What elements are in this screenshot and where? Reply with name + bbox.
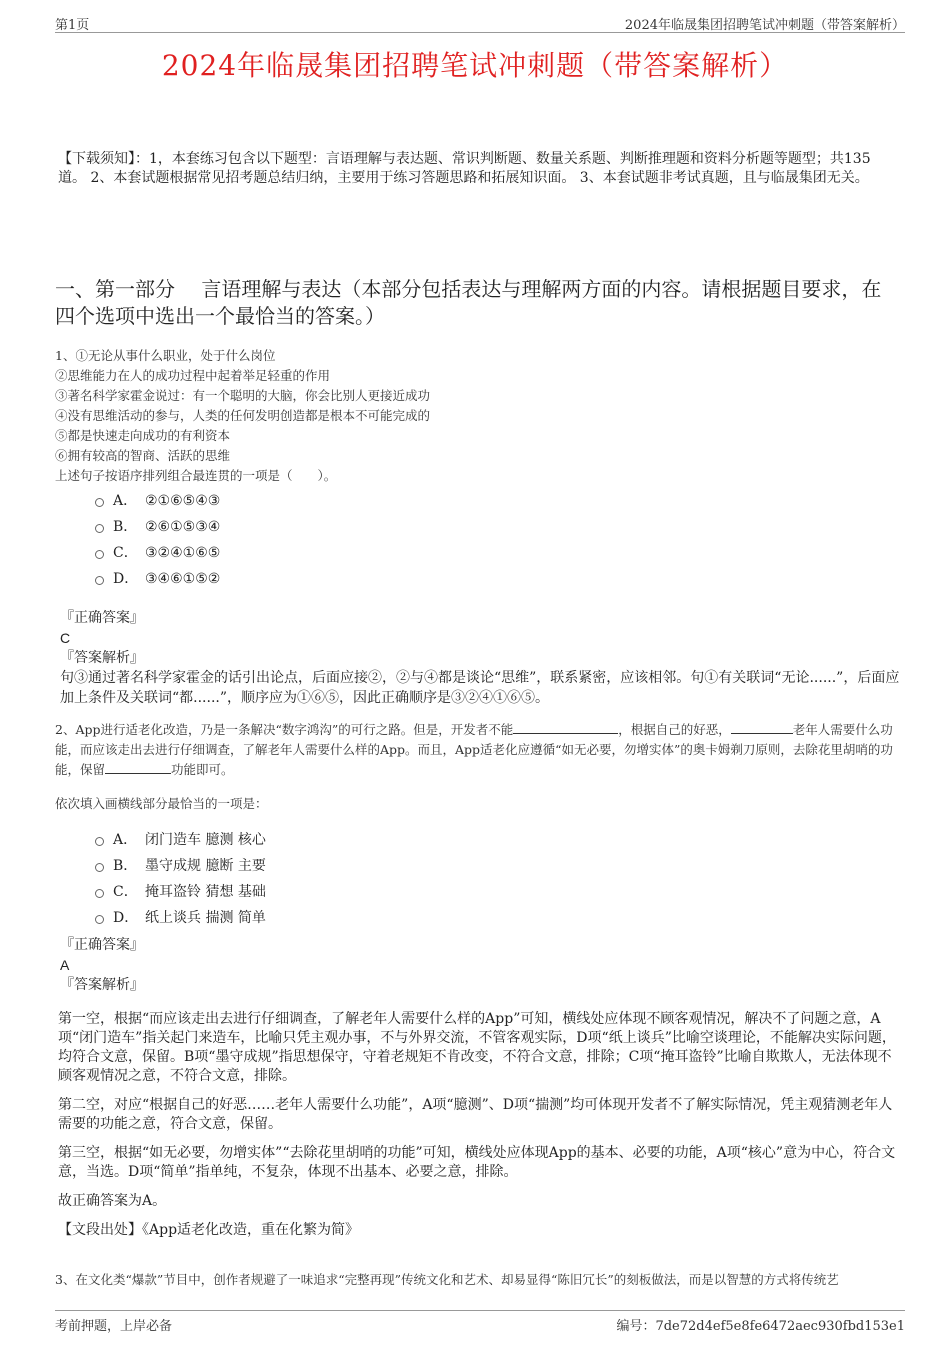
q1-line: 上述句子按语序排列组合最连贯的一项是（ ）。 [55,468,337,483]
radio-icon[interactable] [95,863,104,872]
question-1-stem [55,346,895,486]
q1-option-c[interactable]: C． ③②④①⑥⑤ [95,540,220,566]
page-header [55,12,905,33]
header-doc-title: 2024年临晟集团招聘笔试冲刺题（带答案解析） [624,18,905,33]
q2-option-b[interactable]: B． 墨守成规 臆断 主要 [95,853,266,879]
analysis-heading: 『答案解析』 [60,650,144,666]
q1-line: ③著名科学家霍金说过：有一个聪明的大脑，你会比别人更接近成功 [55,388,431,403]
radio-icon[interactable] [95,498,104,507]
q1-line: ⑤都是快速走向成功的有利资本 [55,428,231,443]
q1-option-b[interactable]: B． ②⑥①⑤③④ [95,514,220,540]
radio-icon[interactable] [95,837,104,846]
q1-line: ④没有思维活动的参与，人类的任何发明创造都是根本不可能完成的 [55,408,431,423]
footer-serial: 编号：7de72d4ef5e8fe6472aec930fbd153e1 [616,1319,905,1334]
question-2-analysis [58,1010,898,1250]
analysis-paragraph: 第二空，对应“根据自己的好恶……老年人需要什么功能”，A项“臆测”、D项“揣测”均可体现开发者不了解实际情况，凭主观猜测老年人需要的功能之意，符合文意，保留。 [58,1097,893,1132]
q1-line: ⑥拥有较高的智商、活跃的思维 [55,448,231,463]
q2-option-a[interactable]: A． 闭门造车 臆测 核心 [95,827,266,853]
fill-blank-3 [105,761,171,774]
q1-line: 1、①无论从事什么职业，处于什么岗位 [55,348,276,363]
radio-icon[interactable] [95,550,104,559]
question-2-answer [60,935,900,995]
radio-icon[interactable] [95,915,104,924]
q1-option-a[interactable]: A． ②①⑥⑤④③ [95,488,220,514]
question-2-prompt: 依次填入画横线部分最恰当的一项是： [55,796,268,811]
analysis-paragraph: 第一空，根据“而应该走出去进行仔细调查，了解老年人需要什么样的App”可知，横线处应体现不顾客观情况，解决不了问题之意，A项“闭门造车”指关起门来造车，比喻只凭主观办事，不与外界交流，不管客观实际，D项“纸上谈兵”比喻空谈理论，不能解决实际问题，均符合文意，保留。B项“墨守成规”指思想保守，守着老规矩不肯改变，不符合文意，排除；C项“掩耳盗铃”比喻自欺欺人，无法体现不顾客观情况之意，不符合文意，排除。 [58,1011,896,1084]
analysis-heading: 『答案解析』 [60,977,144,993]
footer-slogan: 考前押题，上岸必备 [55,1319,173,1334]
page-title: 2024年临晟集团招聘笔试冲刺题（带答案解析） [161,49,789,82]
q1-line: ②思维能力在人的成功过程中起着举足轻重的作用 [55,368,331,383]
radio-icon[interactable] [95,889,104,898]
radio-icon[interactable] [95,524,104,533]
page-footer [55,1310,905,1335]
question-3-stem: 3、在文化类“爆款”节目中，创作者规避了一味追求“完整再现”传统文化和艺术、却易显得“陈旧冗长”的刻板做法，而是以智慧的方式将传统艺 [55,1272,839,1287]
q2-option-d[interactable]: D． 纸上谈兵 揣测 简单 [95,905,266,931]
analysis-paragraph: 第三空，根据“如无必要，勿增实体”“去除花里胡哨的功能”可知，横线处应体现App的基本、必要的功能，A项“核心”意为中心，符合文意，当选。D项“简单”指单纯，不复杂，体现不出基本、必要之意，排除。 [58,1145,896,1180]
analysis-text: 句③通过著名科学家霍金的话引出论点，后面应接②，②与④都是谈论“思维”，联系紧密，应该相邻。句①有关联词“无论......”，后面应加上条件及关联词“都......”，顺序应为①⑥⑤，因此正确顺序是③②④①⑥⑤。 [60,670,900,706]
answer-heading: 『正确答案』 [60,937,144,953]
answer-value: A [60,957,70,973]
question-2-stem: 2、App进行适老化改造，乃是一条解决“数字鸿沟”的可行之路。但是，开发者不能 ，根据自己的好恶， 老年人需要什么功能，而应该走出去进行仔细调查，了解老年人需要什么样的App。而且，App适老化应遵循“如无必要，勿增实体”的奥卡姆剃刀原则，去除花里胡哨的功能，保留 功能即可。 [55,722,893,777]
radio-icon[interactable] [95,576,104,585]
answer-value: C [60,630,71,646]
section-heading: 一、第一部分 言语理解与表达（本部分包括表达与理解两方面的内容。请根据题目要求，在四个选项中选出一个最恰当的答案。） [55,277,882,328]
source-citation: 【文段出处】《App适老化改造，重在化繁为简》 [58,1222,360,1238]
analysis-paragraph: 故正确答案为A。 [58,1193,167,1209]
q2-option-c[interactable]: C． 掩耳盗铃 猜想 基础 [95,879,266,905]
fill-blank-1 [513,721,618,734]
question-1-options [95,488,220,592]
answer-heading: 『正确答案』 [60,610,144,626]
question-2-options [95,827,266,931]
download-notice: 【下载须知】：1，本套练习包含以下题型：言语理解与表达题、常识判断题、数量关系题、判断推理题和资料分析题等题型；共135道。 2、本套试题根据常见招考题总结归纳，主要用于练习答题思路和拓展知识面。 3、本套试题非考试真题，且与临晟集团无关。 [58,151,871,186]
page-number: 第1页 [55,18,90,33]
question-1-answer [60,608,900,708]
q1-option-d[interactable]: D． ③④⑥①⑤② [95,566,220,592]
fill-blank-2 [731,721,793,734]
